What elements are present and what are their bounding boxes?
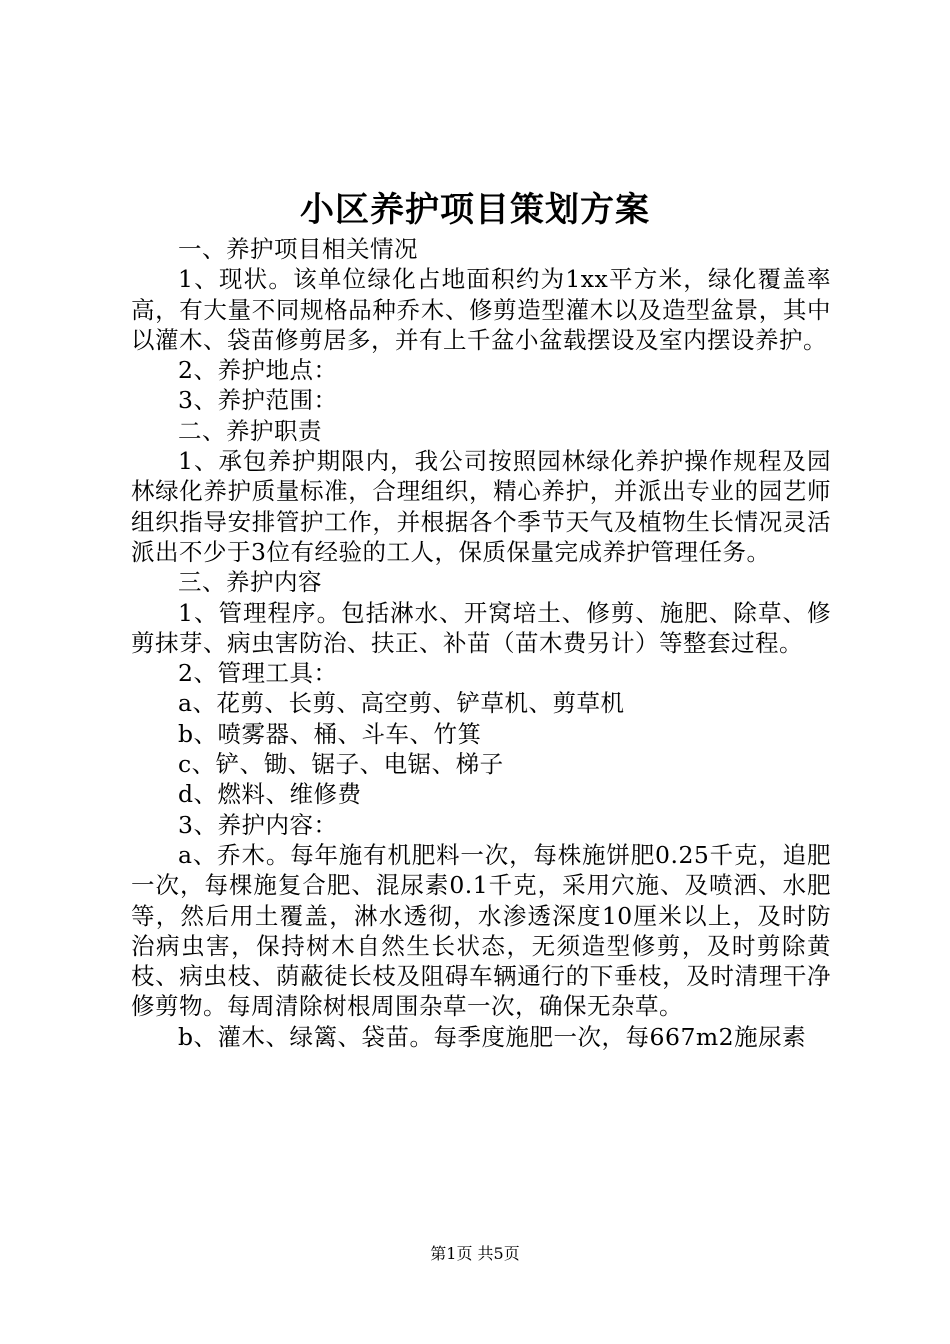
section-heading-1: 一、养护项目相关情况 [178, 235, 418, 263]
paragraph-shrubs: b、灌木、绿篱、袋苗。每季度施肥一次，每667m2施尿素 [178, 1022, 807, 1051]
page-footer: 第1页 共5页 [430, 1244, 520, 1263]
document-body [131, 234, 831, 1052]
paragraph-tools: 2、管理工具： [178, 659, 338, 688]
section-heading-2: 二、养护职责 [178, 416, 322, 445]
paragraph-trees: a、乔木。每年施有机肥料一次，每株施饼肥0.25千克，追肥一次，每棵施复合肥、混尿素0.1千克，采用穴施、及喷洒、水肥等，然后用土覆盖，淋水透彻，水渗透深度10厘米以上，及时防治病虫害，保持树木自然生长状态，无须造型修剪，及时剪除黄枝、病虫枝、荫蔽徒长枝及阻碍车辆通行的下垂枝，及时清理干净修剪物。每周清除树根周围杂草一次，确保无杂草。 [131, 840, 831, 1021]
paragraph-status: 1、现状。该单位绿化占地面积约为1xx平方米，绿化覆盖率高，有大量不同规格品种乔木、修剪造型灌木以及造型盆景，其中以灌木、袋苗修剪居多，并有上千盆小盆载摆设及室内摆设养护。 [131, 265, 831, 354]
document-title: 小区养护项目策划方案 [300, 190, 650, 230]
list-item-tools-d: d、燃料、维修费 [178, 780, 362, 809]
paragraph-duties: 1、承包养护期限内，我公司按照园林绿化养护操作规程及园林绿化养护质量标准，合理组织，精心养护，并派出专业的园艺师组织指导安排管护工作，并根据各个季节天气及植物生长情况灵活派出不少于3位有经验的工人，保质保量完成养护管理任务。 [131, 447, 831, 566]
paragraph-procedure: 1、管理程序。包括淋水、开窝培土、修剪、施肥、除草、修剪抹芽、病虫害防治、扶正、补苗（苗木费另计）等整套过程。 [131, 598, 831, 657]
section-heading-3: 三、养护内容 [178, 568, 322, 597]
list-item-tools-c: c、铲、锄、锯子、电锯、梯子 [178, 750, 504, 779]
paragraph-location: 2、养护地点： [178, 356, 338, 385]
paragraph-content: 3、养护内容： [178, 810, 338, 839]
list-item-tools-a: a、花剪、长剪、高空剪、铲草机、剪草机 [178, 689, 625, 718]
list-item-tools-b: b、喷雾器、桶、斗车、竹箕 [178, 719, 482, 748]
paragraph-scope: 3、养护范围： [178, 386, 338, 415]
